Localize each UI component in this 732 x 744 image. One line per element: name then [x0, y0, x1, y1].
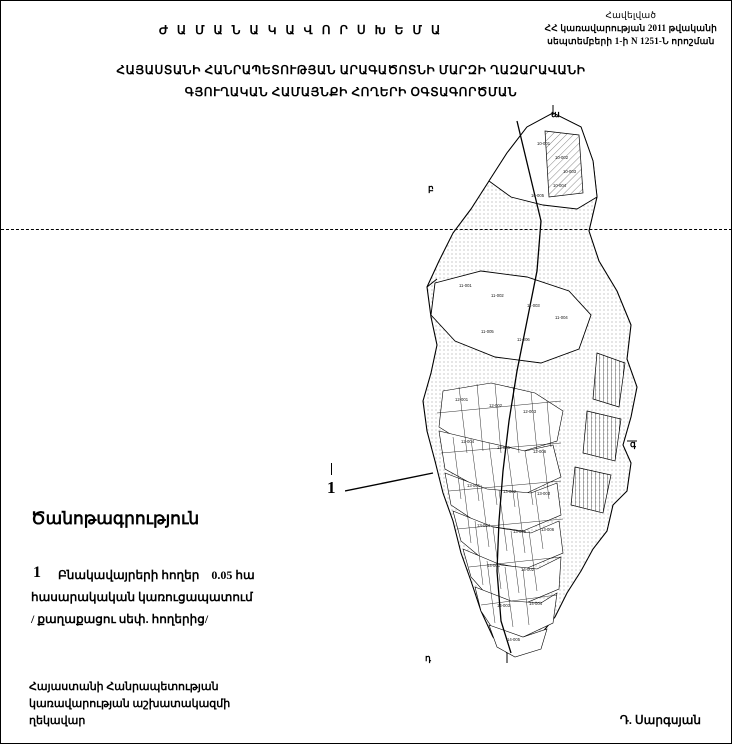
svg-text:11-005: 11-005 — [481, 329, 494, 334]
svg-text:13-004: 13-004 — [477, 523, 491, 528]
signature-line-3: ղեկավար — [29, 715, 86, 727]
svg-text:10-002: 10-002 — [555, 155, 569, 160]
callout-leader-line — [345, 471, 435, 507]
map-label-east: գ — [630, 439, 636, 449]
svg-text:10-004: 10-004 — [553, 183, 567, 188]
legend-item-line-1: Բնակավայրերի հողեր 0.05 հա — [58, 568, 255, 582]
cadastral-map — [331, 101, 731, 681]
svg-text:13-003: 13-003 — [537, 491, 551, 496]
legend-item-line-2: հասարակական կառուցապատում — [31, 590, 253, 604]
map-label-south: դ — [425, 653, 431, 663]
svg-text:11-006: 11-006 — [517, 337, 530, 342]
hatch-block-east-1 — [593, 353, 625, 407]
svg-text:11-004: 11-004 — [555, 315, 568, 320]
subtitle-line-1: ՀԱՅԱՍՏԱՆԻ ՀԱՆՐԱՊԵՏՈՒԹՅԱՆ ԱՐԱԳԱԾՈՏՆԻ ՄԱՐԶԻ ՂԱԶԱՐԱՎԱՆԻ — [116, 63, 586, 77]
svg-text:12-004: 12-004 — [461, 439, 475, 444]
legend-item-number: 1 — [33, 564, 41, 581]
svg-text:12-003: 12-003 — [523, 409, 537, 414]
svg-text:13-006: 13-006 — [541, 527, 555, 532]
svg-text:14-005: 14-005 — [507, 637, 521, 642]
legend-heading: Ծանոթագրություն — [31, 509, 200, 528]
svg-text:10-001: 10-001 — [537, 141, 551, 146]
hatch-block-east-2 — [583, 411, 621, 461]
map-label-west: բ — [428, 183, 434, 193]
svg-text:11-001: 11-001 — [459, 283, 472, 288]
signatory-name: Դ. Սարգսյան — [619, 713, 701, 727]
page-title: Ժ Ա Մ Ա Ն Ա Կ Ա Վ Ո Ր Ս Խ Ե Մ Ա — [158, 23, 444, 37]
svg-text:11-002: 11-002 — [491, 293, 504, 298]
annex-label: Հավելված — [605, 10, 657, 20]
callout-tick — [331, 463, 332, 475]
annex-decree-line1: ՀՀ կառավարության 2011 թվականի — [544, 23, 717, 33]
subtitle-line-2: ԳՅՈՒՂԱԿԱՆ ՀԱՄԱՅՆՔԻ ՀՈՂԵՐԻ ՕԳՏԱԳՈՐԾՄԱՆ — [184, 85, 518, 99]
map-label-north: ա — [551, 109, 560, 119]
callout-number: 1 — [327, 478, 336, 497]
svg-text:10-003: 10-003 — [563, 169, 577, 174]
page-subtitle — [1, 59, 701, 103]
svg-text:10-005: 10-005 — [531, 193, 545, 198]
svg-text:14-001: 14-001 — [487, 563, 501, 568]
svg-text:12-001: 12-001 — [455, 397, 469, 402]
svg-text:14-004: 14-004 — [529, 601, 543, 606]
map-outline-group — [423, 105, 637, 663]
svg-text:13-005: 13-005 — [513, 529, 527, 534]
svg-text:13-001: 13-001 — [467, 483, 481, 488]
annex-decree-line2: սեպտեմբերի 1-ի N 1251-Ն որոշման — [547, 36, 715, 46]
signature-block — [29, 679, 230, 730]
svg-text:14-002: 14-002 — [521, 567, 535, 572]
svg-text:12-006: 12-006 — [533, 449, 547, 454]
legend-item-line-3: / քաղաքացու սեփ. հողերից/ — [31, 612, 209, 626]
svg-text:14-003: 14-003 — [497, 603, 511, 608]
signature-line-1: Հայաստանի Հանրապետության — [29, 681, 219, 693]
signature-line-2: կառավարության աշխատակազմի — [29, 698, 231, 710]
svg-text:13-002: 13-002 — [503, 489, 517, 494]
svg-text:12-005: 12-005 — [497, 445, 511, 450]
svg-text:11-003: 11-003 — [527, 303, 540, 308]
svg-text:12-002: 12-002 — [489, 403, 503, 408]
